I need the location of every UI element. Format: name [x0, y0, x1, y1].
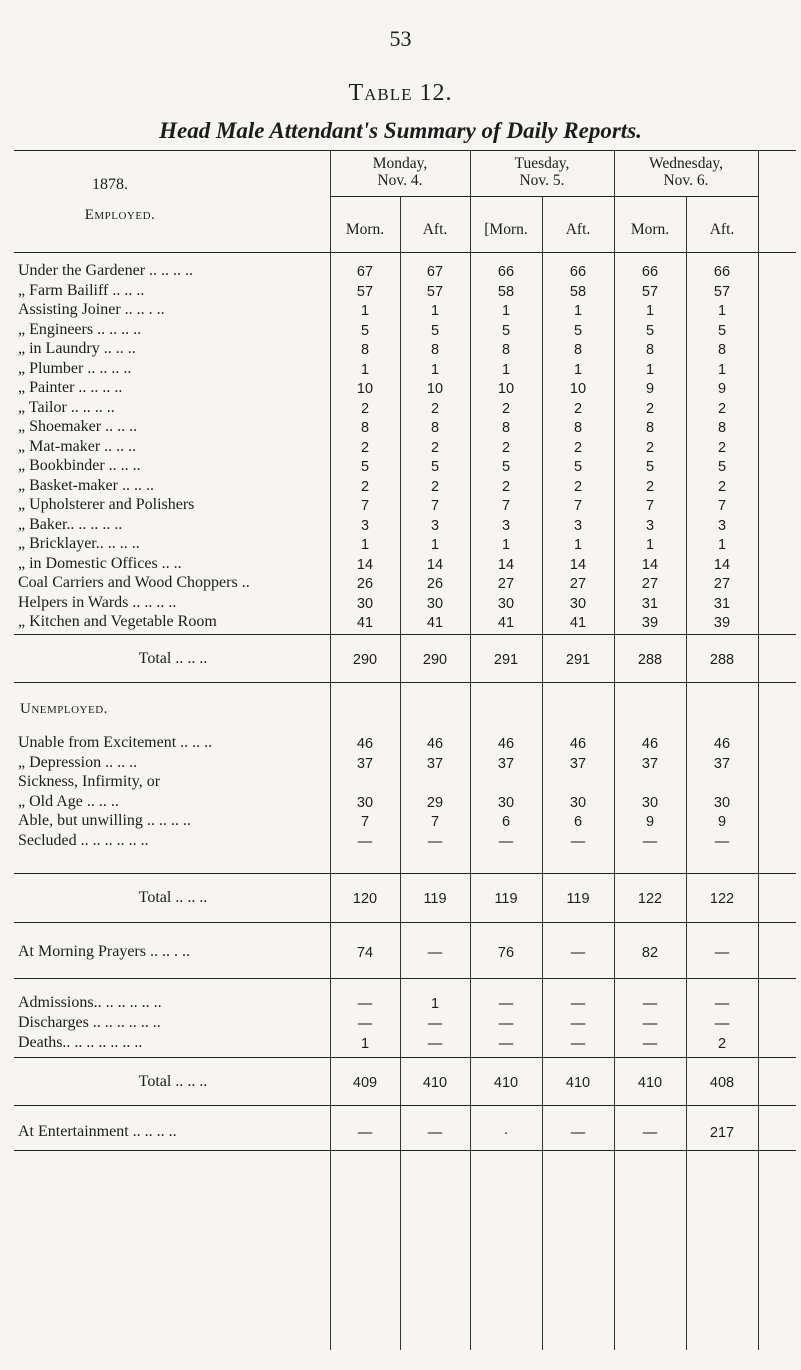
table-label — [0, 80, 801, 107]
movement-row-label: Discharges .. .. .. .. .. .. — [18, 1014, 161, 1031]
movement-row-value: — — [427, 1016, 443, 1032]
entertainment-row-value: · — [503, 1125, 509, 1141]
employed-row-value: 7 — [360, 498, 370, 514]
employed-row-label: „ Upholsterer and Polishers — [18, 496, 195, 513]
unemployed-row-label: Unable from Excitement .. .. .. — [18, 734, 213, 751]
employed-row-value: 41 — [356, 615, 374, 631]
employed-row-value: 5 — [430, 459, 440, 475]
employed-row-value: 2 — [430, 479, 440, 495]
unemployed-row-label: „ Depression .. .. .. — [18, 754, 138, 771]
table-title: Head Male Attendant's Summary of Daily Reports. — [159, 118, 642, 143]
employed-row-value: 2 — [573, 401, 583, 417]
employed-total-value: 288 — [637, 652, 663, 668]
unemployed-row-value: 46 — [713, 736, 731, 752]
employed-row-label: „ Farm Bailiff .. .. .. — [18, 282, 145, 299]
employed-total-top-rule — [14, 634, 796, 635]
grand-total-value: 410 — [493, 1075, 519, 1091]
employed-row-value: 5 — [573, 323, 583, 339]
employed-row-label: „ Kitchen and Vegetable Room — [18, 613, 217, 630]
employed-row-value: 2 — [717, 401, 727, 417]
unemployed-row-value: 9 — [717, 814, 727, 830]
unemployed-row-value: 37 — [426, 756, 444, 772]
employed-row-value: 10 — [497, 381, 515, 397]
employed-row-value: 39 — [713, 615, 731, 631]
employed-row-label: „ Baker.. .. .. .. .. — [18, 516, 123, 533]
employed-row-label: „ Tailor .. .. .. .. — [18, 399, 115, 416]
unemployed-row-value: 29 — [426, 795, 444, 811]
grand-total-value: 410 — [565, 1075, 591, 1091]
employed-row-value: 30 — [569, 596, 587, 612]
prayers-row-value: — — [714, 945, 730, 961]
employed-row-label: Coal Carriers and Wood Choppers .. — [18, 574, 250, 591]
employed-row-value: 14 — [356, 557, 374, 573]
entertainment-row-value: — — [570, 1125, 586, 1141]
employed-row-value: 9 — [645, 381, 655, 397]
employed-row-value: 27 — [569, 576, 587, 592]
employed-row-value: 41 — [497, 615, 515, 631]
unemployed-row-value: 30 — [569, 795, 587, 811]
entertainment-row-value: — — [357, 1125, 373, 1141]
employed-row-value: 2 — [360, 401, 370, 417]
grand-total-bottom-rule — [14, 1105, 796, 1106]
grand-total-label: Total .. .. .. — [138, 1073, 208, 1090]
employed-row-value: 66 — [641, 264, 659, 280]
employed-row-value: 8 — [430, 342, 440, 358]
unemployed-total-bottom-rule — [14, 922, 796, 923]
employed-row-label: „ Bookbinder .. .. .. — [18, 457, 141, 474]
employed-row-label: „ Plumber .. .. .. .. — [18, 360, 132, 377]
employed-row-value: 58 — [569, 284, 587, 300]
unemployed-row-value: — — [498, 834, 514, 850]
unemployed-total-value: 119 — [566, 891, 590, 907]
employed-row-value: 3 — [573, 518, 583, 534]
unemployed-row-value: 9 — [645, 814, 655, 830]
movement-row-value: — — [714, 1016, 730, 1032]
unemployed-row-value: 6 — [501, 814, 511, 830]
employed-row-label: „ Bricklayer.. .. .. .. — [18, 535, 140, 552]
movement-row-value: — — [427, 1036, 443, 1052]
prayers-row-label: At Morning Prayers .. .. . .. — [18, 943, 190, 960]
employed-row-value: 7 — [717, 498, 727, 514]
employed-row-value: 41 — [569, 615, 587, 631]
employed-row-value: 57 — [713, 284, 731, 300]
grand-total-value: 410 — [422, 1075, 448, 1091]
employed-row-value: 66 — [713, 264, 731, 280]
employed-row-value: 26 — [356, 576, 374, 592]
unemployed-row-label: Sickness, Infirmity, or — [18, 773, 161, 790]
table-label-text: Table 12. — [348, 80, 453, 106]
employed-row-value: 14 — [497, 557, 515, 573]
entertainment-row-value: 217 — [709, 1125, 735, 1141]
employed-row-value: 1 — [573, 537, 583, 553]
employed-row-value: 5 — [360, 323, 370, 339]
employed-row-value: 2 — [360, 479, 370, 495]
employed-row-value: 5 — [501, 459, 511, 475]
movement-row-value: — — [642, 996, 658, 1012]
employed-row-value: 2 — [645, 440, 655, 456]
employed-total-value: 291 — [565, 652, 591, 668]
movement-row-value: — — [642, 1036, 658, 1052]
employed-row-value: 3 — [360, 518, 370, 534]
movement-row-label: Admissions.. .. .. .. .. .. — [18, 994, 162, 1011]
employed-total-value: 290 — [422, 652, 448, 668]
employed-row-value: 27 — [641, 576, 659, 592]
header-mid-rule — [330, 196, 758, 197]
day-header-line2: Nov. 4. — [377, 172, 423, 189]
subcol-header: Morn. — [630, 221, 670, 238]
movement-row-value: — — [570, 1036, 586, 1052]
employed-row-value: 2 — [430, 440, 440, 456]
movement-row-label: Deaths.. .. .. .. .. .. .. — [18, 1034, 143, 1051]
employed-row-value: 26 — [426, 576, 444, 592]
unemployed-row-value: — — [714, 834, 730, 850]
employed-row-value: 27 — [713, 576, 731, 592]
employed-row-label: „ Basket-maker .. .. .. — [18, 477, 154, 494]
unemployed-total-value: 122 — [709, 891, 735, 907]
unemployed-total-top-rule — [14, 873, 796, 874]
unemployed-row-value: 7 — [430, 814, 440, 830]
employed-row-value: 27 — [497, 576, 515, 592]
employed-row-label: „ Mat-maker .. .. .. — [18, 438, 137, 455]
employed-row-value: 8 — [430, 420, 440, 436]
employed-total-value: 291 — [493, 652, 519, 668]
employed-row-value: 7 — [501, 498, 511, 514]
movement-row-value: 2 — [717, 1036, 727, 1052]
employed-row-value: 10 — [569, 381, 587, 397]
employed-row-value: 67 — [426, 264, 444, 280]
employed-row-value: 3 — [501, 518, 511, 534]
employed-row-value: 57 — [356, 284, 374, 300]
unemployed-row-value: 30 — [713, 795, 731, 811]
movement-row-value: — — [498, 1036, 514, 1052]
unemployed-row-value: 46 — [356, 736, 374, 752]
employed-row-value: 57 — [641, 284, 659, 300]
unemployed-row-value: — — [427, 834, 443, 850]
employed-row-value: 30 — [426, 596, 444, 612]
unemployed-row-value: 46 — [497, 736, 515, 752]
movement-row-value: — — [714, 996, 730, 1012]
employed-row-value: 2 — [573, 479, 583, 495]
employed-row-value: 2 — [501, 440, 511, 456]
employed-row-value: 8 — [501, 342, 511, 358]
employed-row-value: 5 — [430, 323, 440, 339]
unemployed-row-value: 46 — [641, 736, 659, 752]
day-header-line2: Nov. 5. — [519, 172, 565, 189]
unemployed-row-value: 46 — [569, 736, 587, 752]
employed-row-value: 2 — [645, 479, 655, 495]
day-header-line1: Monday, — [372, 155, 428, 172]
table-bottom-rule — [14, 1150, 796, 1151]
employed-row-value: 41 — [426, 615, 444, 631]
unemployed-heading: Unemployed. — [20, 701, 108, 717]
unemployed-row-value: 30 — [497, 795, 515, 811]
unemployed-total-value: 120 — [352, 891, 378, 907]
employed-heading: Employed. — [84, 207, 156, 223]
day-header-line2: Nov. 6. — [663, 172, 709, 189]
employed-row-value: 7 — [645, 498, 655, 514]
employed-row-value: 31 — [641, 596, 659, 612]
employed-row-value: 14 — [426, 557, 444, 573]
page-number: 53 — [389, 26, 412, 51]
unemployed-row-label: Secluded .. .. .. .. .. .. — [18, 832, 149, 849]
employed-row-value: 57 — [426, 284, 444, 300]
employed-row-label: Helpers in Wards .. .. .. .. — [18, 594, 177, 611]
employed-row-value: 14 — [713, 557, 731, 573]
employed-row-value: 9 — [717, 381, 727, 397]
grand-total-value: 408 — [709, 1075, 735, 1091]
entertainment-row-label: At Entertainment .. .. .. .. — [18, 1123, 177, 1140]
employed-row-value: 8 — [573, 420, 583, 436]
entertainment-row-value: — — [642, 1125, 658, 1141]
employed-row-value: 7 — [430, 498, 440, 514]
movement-row-value: 1 — [360, 1036, 370, 1052]
subcol-header: Aft. — [709, 221, 735, 238]
employed-row-label: „ Painter .. .. .. .. — [18, 379, 123, 396]
unemployed-row-value: 37 — [641, 756, 659, 772]
employed-row-value: 5 — [501, 323, 511, 339]
employed-row-label: „ in Laundry .. .. .. — [18, 340, 136, 357]
employed-row-value: 66 — [497, 264, 515, 280]
employed-total-value: 290 — [352, 652, 378, 668]
prayers-row-value: — — [427, 945, 443, 961]
employed-row-value: 10 — [356, 381, 374, 397]
prayers-row-value: 76 — [497, 945, 515, 961]
employed-row-value: 8 — [501, 420, 511, 436]
employed-row-value: 58 — [497, 284, 515, 300]
employed-row-value: 30 — [497, 596, 515, 612]
unemployed-row-value: — — [570, 834, 586, 850]
prayers-row-value: — — [570, 945, 586, 961]
unemployed-total-value: 119 — [423, 891, 447, 907]
subcol-header: Aft. — [565, 221, 591, 238]
prayers-bottom-rule — [14, 978, 796, 979]
employed-row-label: Assisting Joiner .. .. . .. — [18, 301, 165, 318]
year-label: 1878. — [92, 176, 128, 193]
employed-row-value: 1 — [501, 537, 511, 553]
day-header-line1: Tuesday, — [514, 155, 570, 172]
movement-row-value: — — [570, 996, 586, 1012]
unemployed-row-value: 7 — [360, 814, 370, 830]
employed-total-label: Total .. .. .. — [138, 650, 208, 667]
unemployed-row-value: 37 — [356, 756, 374, 772]
employed-row-label: „ Engineers .. .. .. .. — [18, 321, 142, 338]
employed-row-value: 14 — [641, 557, 659, 573]
subcol-header: [Morn. — [484, 221, 528, 238]
employed-row-value: 1 — [717, 362, 727, 378]
employed-row-value: 1 — [645, 303, 655, 319]
employed-row-value: 30 — [356, 596, 374, 612]
unemployed-row-value: — — [642, 834, 658, 850]
column-rule — [758, 150, 759, 1350]
employed-row-value: 1 — [501, 362, 511, 378]
prayers-row-value: 74 — [356, 945, 374, 961]
employed-row-value: 2 — [717, 479, 727, 495]
employed-row-value: 5 — [645, 323, 655, 339]
employed-row-value: 8 — [645, 420, 655, 436]
employed-row-value: 5 — [717, 323, 727, 339]
employed-row-value: 1 — [645, 362, 655, 378]
employed-row-value: 1 — [717, 303, 727, 319]
subcol-header: Aft. — [422, 221, 448, 238]
movement-row-value: — — [498, 1016, 514, 1032]
employed-row-value: 1 — [501, 303, 511, 319]
employed-row-value: 1 — [430, 362, 440, 378]
employed-row-value: 2 — [717, 440, 727, 456]
grand-total-top-rule — [14, 1057, 796, 1058]
employed-row-value: 3 — [645, 518, 655, 534]
unemployed-row-label: „ Old Age .. .. .. — [18, 793, 119, 810]
grand-total-value: 409 — [352, 1075, 378, 1091]
unemployed-row-value: 37 — [569, 756, 587, 772]
prayers-row-value: 82 — [641, 945, 659, 961]
unemployed-row-value: 30 — [356, 795, 374, 811]
employed-row-value: 1 — [645, 537, 655, 553]
unemployed-row-value: 37 — [713, 756, 731, 772]
day-header-line1: Wednesday, — [649, 155, 723, 172]
unemployed-row-value: 6 — [573, 814, 583, 830]
employed-row-label: „ Shoemaker .. .. .. — [18, 418, 138, 435]
unemployed-row-value: 46 — [426, 736, 444, 752]
employed-row-value: 39 — [641, 615, 659, 631]
employed-row-value: 67 — [356, 264, 374, 280]
employed-total-bottom-rule — [14, 682, 796, 683]
header-bottom-rule — [14, 252, 796, 253]
header-top-rule — [14, 150, 796, 151]
movement-row-value: — — [357, 1016, 373, 1032]
unemployed-total-label: Total .. .. .. — [138, 889, 208, 906]
employed-row-value: 5 — [360, 459, 370, 475]
employed-row-value: 3 — [717, 518, 727, 534]
employed-row-value: 1 — [717, 537, 727, 553]
employed-row-value: 5 — [645, 459, 655, 475]
unemployed-row-label: Able, but unwilling .. .. .. .. — [18, 812, 191, 829]
movement-row-value: — — [570, 1016, 586, 1032]
employed-row-value: 8 — [573, 342, 583, 358]
unemployed-row-value: 37 — [497, 756, 515, 772]
unemployed-total-value: 122 — [637, 891, 663, 907]
employed-row-value: 1 — [360, 537, 370, 553]
unemployed-total-value: 119 — [494, 891, 518, 907]
employed-row-value: 3 — [430, 518, 440, 534]
employed-row-value: 66 — [569, 264, 587, 280]
subcol-header: Morn. — [345, 221, 385, 238]
employed-row-value: 2 — [430, 401, 440, 417]
employed-row-value: 1 — [430, 303, 440, 319]
employed-row-value: 8 — [360, 420, 370, 436]
employed-row-value: 8 — [717, 420, 727, 436]
employed-row-value: 1 — [360, 362, 370, 378]
employed-row-value: 2 — [501, 479, 511, 495]
employed-row-value: 5 — [573, 459, 583, 475]
entertainment-row-value: — — [427, 1125, 443, 1141]
employed-row-value: 5 — [717, 459, 727, 475]
unemployed-row-value: 30 — [641, 795, 659, 811]
grand-total-value: 410 — [637, 1075, 663, 1091]
employed-row-value: 1 — [360, 303, 370, 319]
employed-row-value: 10 — [426, 381, 444, 397]
employed-row-label: Under the Gardener .. .. .. .. — [18, 262, 194, 279]
employed-row-value: 1 — [430, 537, 440, 553]
employed-total-value: 288 — [709, 652, 735, 668]
movement-row-value: 1 — [430, 996, 440, 1012]
employed-row-value: 2 — [360, 440, 370, 456]
employed-row-value: 2 — [573, 440, 583, 456]
employed-row-value: 1 — [573, 303, 583, 319]
movement-row-value: — — [498, 996, 514, 1012]
employed-row-value: 8 — [360, 342, 370, 358]
employed-row-value: 31 — [713, 596, 731, 612]
employed-row-value: 2 — [501, 401, 511, 417]
unemployed-row-value: — — [357, 834, 373, 850]
employed-row-value: 8 — [717, 342, 727, 358]
employed-row-value: 1 — [573, 362, 583, 378]
movement-row-value: — — [642, 1016, 658, 1032]
employed-row-value: 7 — [573, 498, 583, 514]
employed-row-value: 2 — [645, 401, 655, 417]
employed-row-label: „ in Domestic Offices .. .. — [18, 555, 182, 572]
employed-row-value: 14 — [569, 557, 587, 573]
employed-row-value: 8 — [645, 342, 655, 358]
movement-row-value: — — [357, 996, 373, 1012]
